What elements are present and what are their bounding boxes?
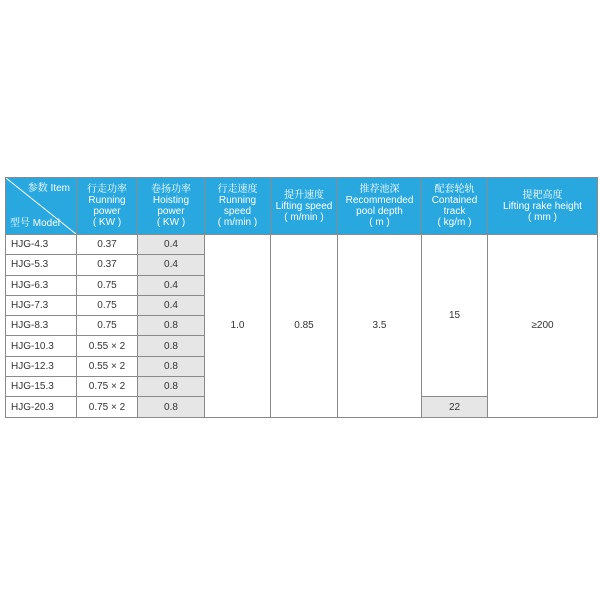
pool-depth-cell: 3.5 (338, 235, 422, 418)
running-power-cell: 0.75 (77, 316, 138, 336)
running-power-cell: 0.55 × 2 (77, 356, 138, 376)
running-power-cell: 0.75 × 2 (77, 377, 138, 397)
hoisting-power-cell: 0.8 (138, 377, 205, 397)
corner-item-label: 参数 Item (27, 183, 70, 194)
hoisting-power-cell: 0.8 (138, 336, 205, 356)
track-cell: 15 (422, 235, 488, 397)
col-header-contained-track: 配套轮轨 Contained track ( kg/m ) (422, 178, 488, 235)
lifting-speed-cell: 0.85 (271, 235, 338, 418)
header-row (6, 178, 598, 235)
hoisting-power-cell: 0.8 (138, 356, 205, 376)
col-header-running-power: 行走功率 Running power ( KW ) (77, 178, 138, 235)
col-header-rake-height: 提耙高度 Lifting rake height ( mm ) (488, 178, 598, 235)
model-cell: HJG-6.3 (6, 275, 77, 295)
running-power-cell: 0.37 (77, 235, 138, 255)
model-cell: HJG-20.3 (6, 397, 77, 417)
model-cell: HJG-7.3 (6, 295, 77, 315)
spec-table (5, 177, 598, 418)
hoisting-power-cell: 0.4 (138, 295, 205, 315)
model-cell: HJG-8.3 (6, 316, 77, 336)
corner-header (6, 178, 77, 235)
model-cell: HJG-10.3 (6, 336, 77, 356)
hoisting-power-cell: 0.4 (138, 255, 205, 275)
hoisting-power-cell: 0.8 (138, 316, 205, 336)
spec-table-container (5, 177, 597, 418)
col-header-lifting-speed: 提升速度 Lifting speed ( m/min ) (271, 178, 338, 235)
model-cell: HJG-4.3 (6, 235, 77, 255)
running-power-cell: 0.75 × 2 (77, 397, 138, 417)
hoisting-power-cell: 0.4 (138, 275, 205, 295)
col-header-hoisting-power: 卷扬功率 Hoisting power ( KW ) (138, 178, 205, 235)
corner-model-label: 型号 Model (10, 218, 61, 229)
model-cell: HJG-12.3 (6, 356, 77, 376)
rake-height-cell: ≥200 (488, 235, 598, 418)
col-header-running-speed: 行走速度 Running speed ( m/min ) (205, 178, 271, 235)
track-cell-last: 22 (422, 397, 488, 417)
running-speed-cell: 1.0 (205, 235, 271, 418)
model-cell: HJG-15.3 (6, 377, 77, 397)
running-power-cell: 0.37 (77, 255, 138, 275)
running-power-cell: 0.55 × 2 (77, 336, 138, 356)
col-header-pool-depth: 推荐池深 Recommended pool depth ( m ) (338, 178, 422, 235)
hoisting-power-cell: 0.4 (138, 235, 205, 255)
table-row (6, 235, 598, 255)
model-cell: HJG-5.3 (6, 255, 77, 275)
running-power-cell: 0.75 (77, 295, 138, 315)
running-power-cell: 0.75 (77, 275, 138, 295)
hoisting-power-cell: 0.8 (138, 397, 205, 417)
